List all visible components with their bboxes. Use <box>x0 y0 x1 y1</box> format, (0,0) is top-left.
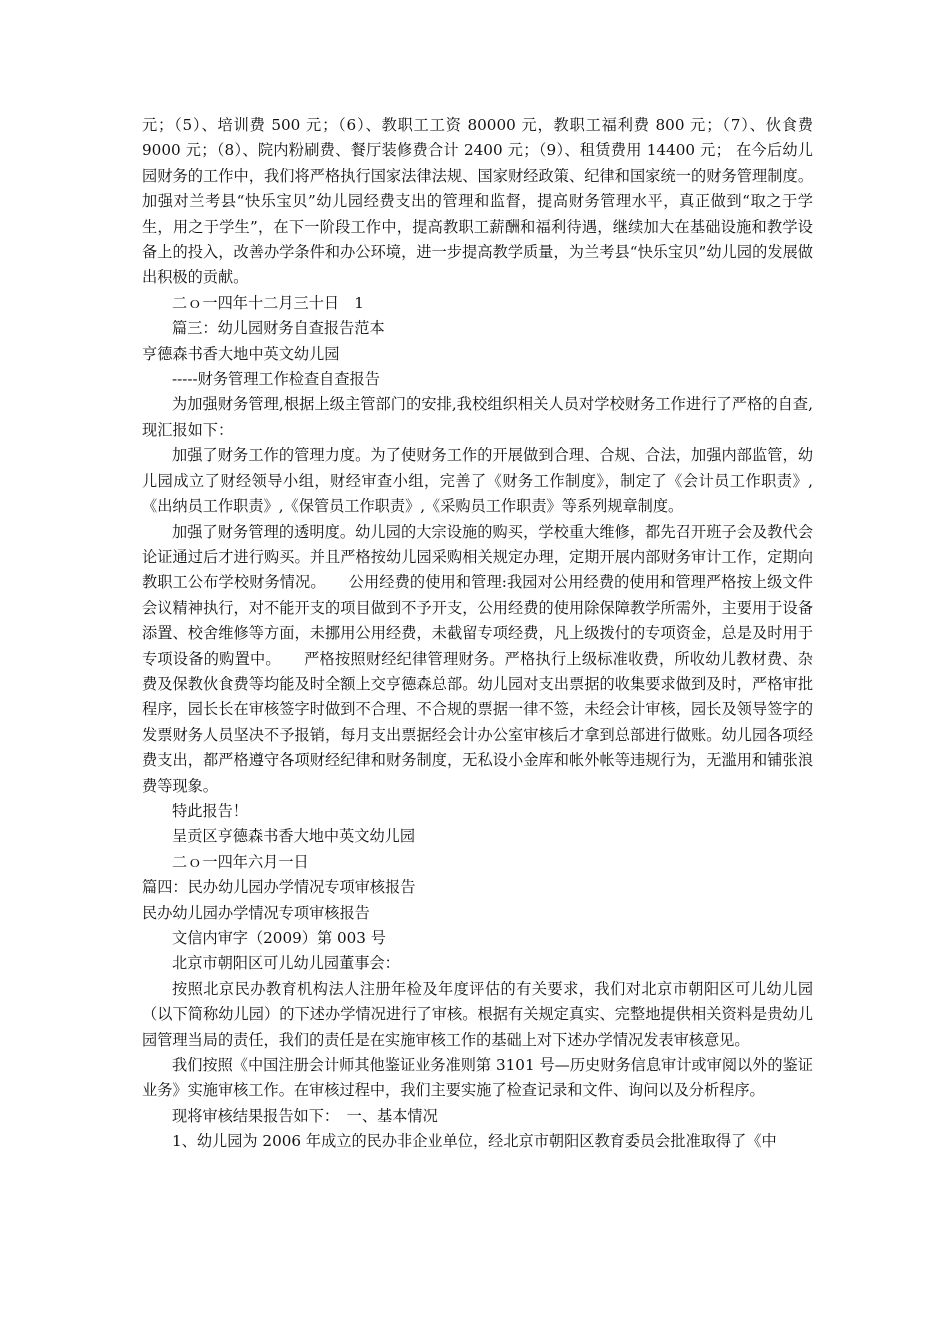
organization-name: 亨德森书香大地中英文幼儿园 <box>142 344 340 363</box>
section-heading: 篇三：幼儿园财务自查报告范本 <box>172 319 385 338</box>
document-number: 文信内审字（2009）第 003 号 <box>172 929 386 947</box>
report-subtitle: -----财务管理工作检查自查报告 <box>172 370 380 389</box>
report-title: 民办幼儿园办学情况专项审核报告 <box>142 903 370 922</box>
paragraph: 现将审核结果报告如下： 一、基本情况 <box>172 1106 438 1125</box>
paragraph: 加强了财务工作的管理力度。为了使财务工作的开展做到合理、合规、合法，加强内部监管，幼儿园成立了财经领导小组，财经审查小组，完善了《财务工作制度》，制定了《会计员工作职责》,《出纳员工作职责》,《保管员工作职责》,《采购员工作职责》等系列规章制度。 <box>142 446 813 516</box>
date-line: 二ｏ一四年六月一日 <box>172 852 309 871</box>
paragraph: 1、幼儿园为 2006 年成立的民办非企业单位，经北京市朝阳区教育委员会批准取得了《中 <box>172 1132 777 1151</box>
closing-line: 特此报告！ <box>172 801 248 820</box>
paragraph: 加强了财务管理的透明度。幼儿园的大宗设施的购买，学校重大维修，都先召开班子会及教代会论证通过后才进行购买。并且严格按幼儿园采购相关规定办理，定期开展内部财务审计工作，定期向教职工公布学校财务情况。 公用经费的使用和管理:我园对公用经费的使用和管理严格按上级文件会议精神执行，对不能开支的项目做到不予开支，公用经费的使用除保障教学所需外，主要用于设备添置、校舍维修等方面，未挪用公用经费，未截留专项经费，凡上级拨付的专项资金，总是及时用于专项设备的购置中。 严格按照财经纪律管理财务。严格执行上级标准收费，所收幼儿教材费、杂费及保教伙食费等均能及时全额上交亨德森总部。幼儿园对支出票据的收集要求做到及时，严格审批程序，园长长在审核签字时做到不合理、不合规的票据一律不签，未经会计审核，园长及领导签字的发票财务人员坚决不予报销，每月支出票据经会计办公室审核后才拿到总部进行做账。幼儿园各项经费支出，都严格遵守各项财经纪律和财务制度，无私设小金库和帐外帐等违规行为，无滥用和铺张浪费等现象。 <box>142 522 813 795</box>
paragraph: 按照北京民办教育机构法人注册年检及年度评估的有关要求，我们对北京市朝阳区可儿幼儿园（以下简称幼儿园）的下述办学情况进行了审核。根据有关规定真实、完整地提供相关资料是贵幼儿园管理当局的责任，我们的责任是在实施审核工作的基础上对下述办学情况发表审核意见。 <box>142 979 813 1049</box>
section-heading: 篇四：民办幼儿园办学情况专项审核报告 <box>142 878 416 897</box>
addressee: 北京市朝阳区可儿幼儿园董事会： <box>172 954 400 973</box>
paragraph: 为加强财务管理,根据上级主管部门的安排,我校组织相关人员对学校财务工作进行了严格的自查,现汇报如下： <box>142 395 813 439</box>
signature-organization: 呈贡区亨德森书香大地中英文幼儿园 <box>172 827 415 846</box>
date-line: 二ｏ一四年十二月三十日 1 <box>172 293 364 312</box>
paragraph: 我们按照《中国注册会计师其他鉴证业务准则第 3101 号—历史财务信息审计或审阅以外的鉴证业务》实施审核工作。在审核过程中，我们主要实施了检查记录和文件、询问以及分析程序。 <box>142 1056 813 1100</box>
paragraph: 元；（5）、培训费 500 元；（6）、教职工工资 80000 元，教职工福利费 800 元；（7）、伙食费 9000 元；（8）、院内粉刷费、餐厅装修费合计 2400 元；（9）、租赁费用 14400 元； 在今后幼儿园财务的工作中，我们将严格执行国家法律法规、国家财经政策、纪律和国家统一的财务管理制度。加强对兰考县“快乐宝贝”幼儿园经费支出的管理和监督，提高财务管理水平，真正做到“取之于学生，用之于学生”，在下一阶段工作中，提高教职工薪酬和福利待遇，继续加大在基础设施和教学设备上的投入，改善办学条件和办公环境，进一步提高教学质量，为兰考县“快乐宝贝”幼儿园的发展做出积极的贡献。 <box>142 116 813 287</box>
document-body <box>142 113 813 1155</box>
